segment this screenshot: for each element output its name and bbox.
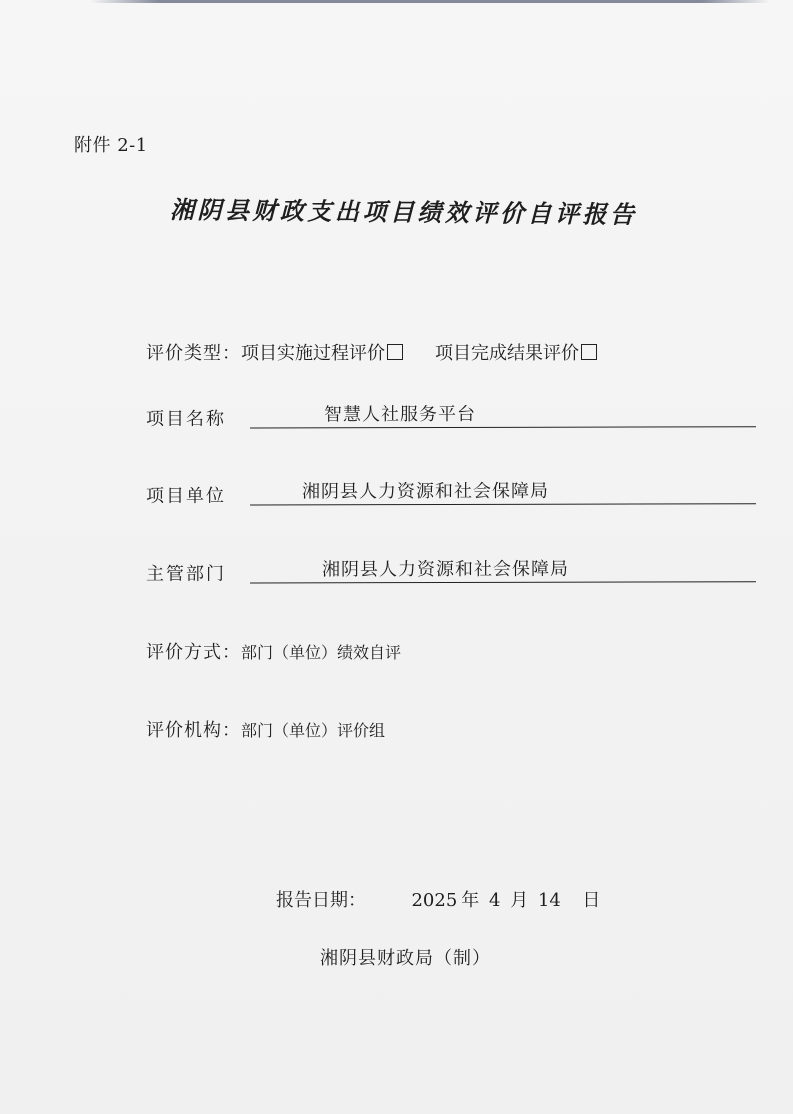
evaluation-type-option-process: 项目实施过程评价 <box>241 343 385 364</box>
report-year-unit: 年 <box>461 890 480 911</box>
supervisor-value: 湘阴县人力资源和社会保障局 <box>321 558 570 581</box>
evaluation-agency-row <box>146 716 385 742</box>
project-unit-value: 湘阴县人力资源和社会保障局 <box>301 480 550 503</box>
project-name-underline <box>250 426 756 428</box>
report-date-label: 报告日期： <box>276 890 366 911</box>
evaluation-method-label: 评价方式： <box>146 642 241 663</box>
supervisor-label: 主管部门 <box>145 563 227 585</box>
document-title: 湘阴县财政支出项目绩效评价自评报告 <box>169 195 638 229</box>
evaluation-type-row <box>146 339 597 365</box>
evaluation-method-row <box>146 638 401 664</box>
project-unit-underline <box>250 503 756 505</box>
evaluation-type-option-result: 项目完成结果评价 <box>435 343 579 364</box>
evaluation-agency-value: 部门（单位）评价组 <box>241 721 386 740</box>
annex-number: 附件 2-1 <box>74 135 148 156</box>
report-date <box>276 886 600 912</box>
report-month-unit: 月 <box>510 890 529 911</box>
project-name-label: 项目名称 <box>145 408 227 430</box>
project-name-value: 智慧人社服务平台 <box>323 403 477 426</box>
evaluation-type-label: 评价类型： <box>146 343 241 364</box>
scan-edge <box>90 0 770 3</box>
report-month: 4 <box>489 890 501 911</box>
evaluation-method-value: 部门（单位）绩效自评 <box>241 643 402 662</box>
supervisor-underline <box>250 581 756 583</box>
issuer-note: 湘阴县财政局（制） <box>320 948 491 969</box>
supervisor-row <box>146 556 756 586</box>
report-day: 14 <box>537 890 561 911</box>
project-unit-label: 项目单位 <box>145 485 227 507</box>
report-day-unit: 日 <box>582 890 601 911</box>
project-name-row <box>146 401 756 431</box>
project-unit-row <box>146 478 756 508</box>
result-checkbox[interactable] <box>581 344 597 360</box>
report-year: 2025 <box>411 890 458 911</box>
process-checkbox[interactable] <box>387 344 403 360</box>
evaluation-agency-label: 评价机构： <box>146 720 241 741</box>
